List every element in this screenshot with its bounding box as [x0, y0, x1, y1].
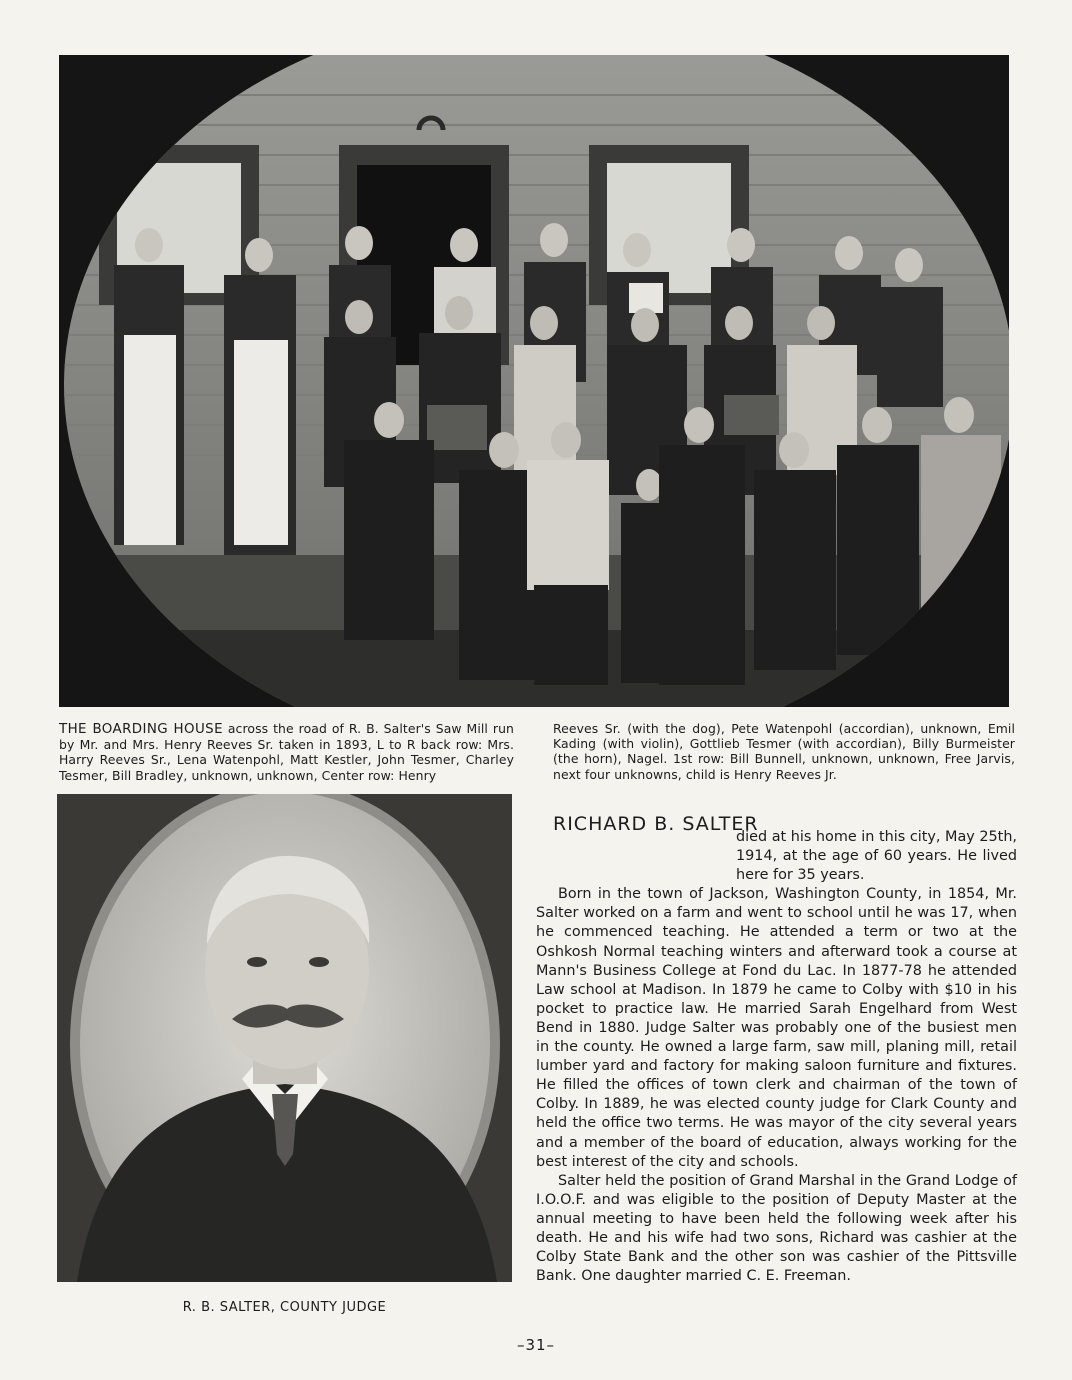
article-paragraph-1: died at his home in this city, May 25th, 1914, at the age of 60 years. He lived here for 35 years. — [736, 829, 1018, 884]
top-photo-caption-right: Reeves Sr. (with the dog), Pete Watenpohl (accordian), unknown, Emil Kading (with violin), Gottlieb Tesmer (with accordian), Billy Burmeister (the horn), Nagel. 1st row: Bill Bunnell, unknown, unknown, Free Jarvis, next four unknowns, child is Henry Reeves Jr. — [553, 721, 1015, 782]
article-body — [536, 828, 1017, 1286]
article-title: RICHARD B. SALTER — [553, 812, 759, 835]
top-photo-caption-left — [59, 721, 514, 783]
salter-portrait — [57, 794, 512, 1282]
boarding-house-photo-illustration — [59, 55, 1009, 707]
caption-lead: THE BOARDING HOUSE — [59, 722, 223, 737]
caption-left-text: across the road of R. B. Salter's Saw Mill run by Mr. and Mrs. Henry Reeves Sr. taken in 1893, L to R back row: Mrs. Harry Reeves Sr., Lena Watenpohl, Matt Kestler, John Tesmer, Charley Tesmer, Bill Bradley, unknown, unknown, Center row: Henry — [59, 721, 514, 783]
portrait-caption: R. B. SALTER, COUNTY JUDGE — [182, 1300, 387, 1315]
salter-portrait-illustration — [57, 794, 512, 1282]
article-paragraph-2: Born in the town of Jackson, Washington County, in 1854, Mr. Salter worked on a farm and went to school until he was 17, when he commenced teaching. He attended a term or two at the Oshkosh Normal teaching winters and afterward took a course at Mann's Business College at Fond du Lac. In 1877-78 he attended Law school at Madison. In 1879 he came to Colby with $10 in his pocket to practice law. He married Sarah Engelhard from West Bend in 1880. Judge Salter was probably one of the busiest men in the county. He owned a large farm, saw mill, planing mill, retail lumber yard and factory for making saloon furniture and fixtures. He filled the offices of town clerk and chairman of the town of Colby. In 1889, he was elected county judge for Clark County and held the office two terms. He was mayor of the city several years and a member of the board of education, always working for the best interest of the city and schools. — [536, 886, 1017, 1170]
page-number: –31– — [516, 1336, 556, 1354]
article-paragraph-3: Salter held the position of Grand Marshal in the Grand Lodge of I.O.O.F. and was eligible to the position of Deputy Master at the annual meeting to have been held the following week after his death. He and his wife had two sons, Richard was cashier at the Colby State Bank and the other son was cashier of the Pittsville Bank. One daughter married C. E. Freeman. — [536, 1172, 1017, 1285]
boarding-house-photo — [59, 55, 1009, 707]
